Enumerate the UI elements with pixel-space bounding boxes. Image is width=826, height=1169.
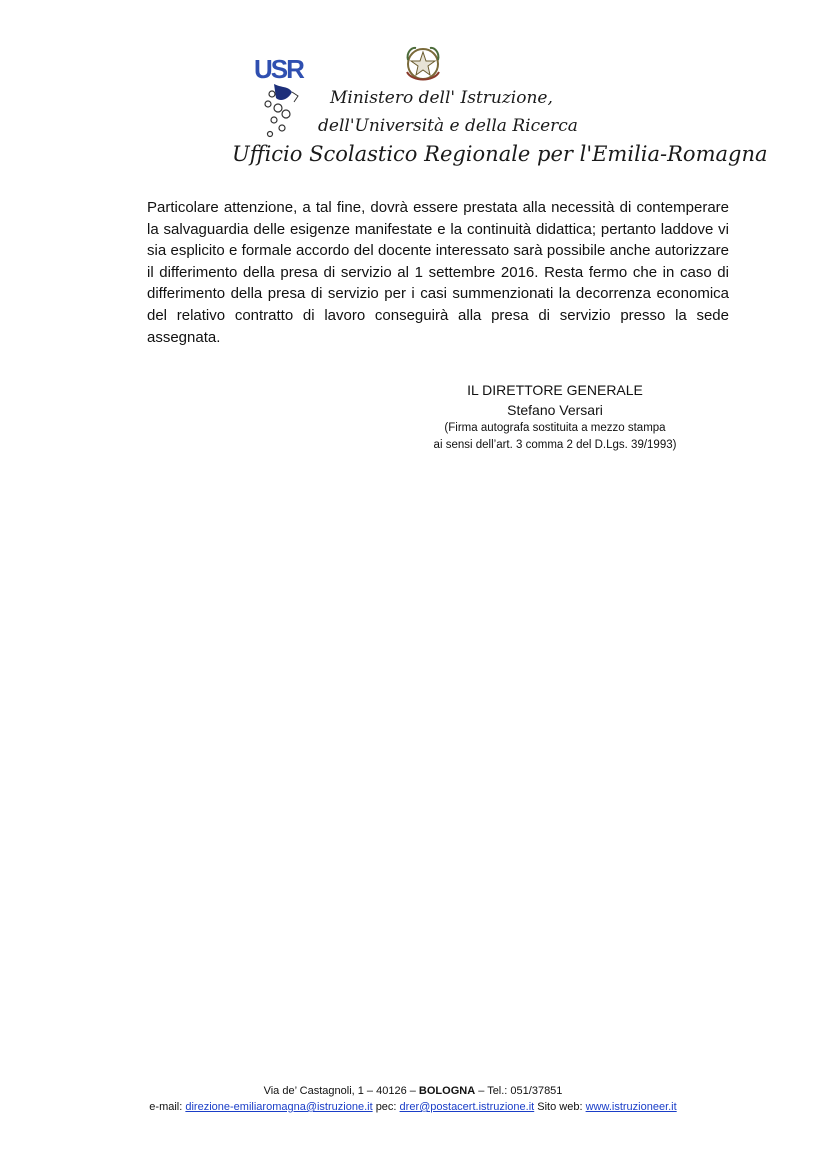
signature-title: IL DIRETTORE GENERALE xyxy=(467,382,643,398)
signatory-name: Stefano Versari xyxy=(507,402,603,418)
signature-note-line-2: ai sensi dell’art. 3 comma 2 del D.Lgs. 39/1993) xyxy=(433,439,677,451)
usr-logo-text: USR xyxy=(254,54,303,84)
letterhead xyxy=(0,0,826,180)
address-phone: – Tel.: 051/37851 xyxy=(478,1085,563,1097)
italian-republic-emblem-icon xyxy=(402,42,444,86)
usr-logo-icon xyxy=(252,50,312,140)
email-link[interactable]: direzione-emiliaromagna@istruzione.it xyxy=(185,1101,373,1113)
regional-office-name: Ufficio Scolastico Regionale per l'Emilia-Romagna xyxy=(232,142,768,166)
body-paragraph: Particolare attenzione, a tal fine, dovrà essere prestata alla necessità di contemperare la salvaguardia delle esigenze manifestate e la continuità didattica; pertanto laddove vi sia esplicito e formale accordo del docente interessato sarà possibile anche autorizzare il differimento della presa di servizio al 1 settembre 2016. Resta fermo che in caso di differimento della presa di servizio per i casi summenzionati la decorrenza economica del relativo contratto di lavoro conseguirà alla presa di servizio presso la sede assegnata. xyxy=(147,199,729,346)
pec-label: pec: xyxy=(375,1101,397,1113)
signature-note-line-1: (Firma autografa sostituita a mezzo stampa xyxy=(444,422,666,434)
email-label: e-mail: xyxy=(149,1101,183,1113)
footer xyxy=(0,1083,826,1115)
address-city: BOLOGNA xyxy=(418,1085,476,1097)
website-link[interactable]: www.istruzioneer.it xyxy=(585,1101,677,1113)
ministry-name: Ministero dell' Istruzione, xyxy=(330,88,553,108)
footer-contacts xyxy=(0,1099,826,1115)
signature-block xyxy=(405,380,705,454)
ministry-name-continued: dell'Università e della Ricerca xyxy=(318,116,578,136)
address-prefix: Via de’ Castagnoli, 1 – 40126 – xyxy=(263,1085,416,1097)
footer-address xyxy=(0,1083,826,1099)
site-label: Sito web: xyxy=(537,1101,583,1113)
pec-link[interactable]: drer@postacert.istruzione.it xyxy=(399,1101,535,1113)
